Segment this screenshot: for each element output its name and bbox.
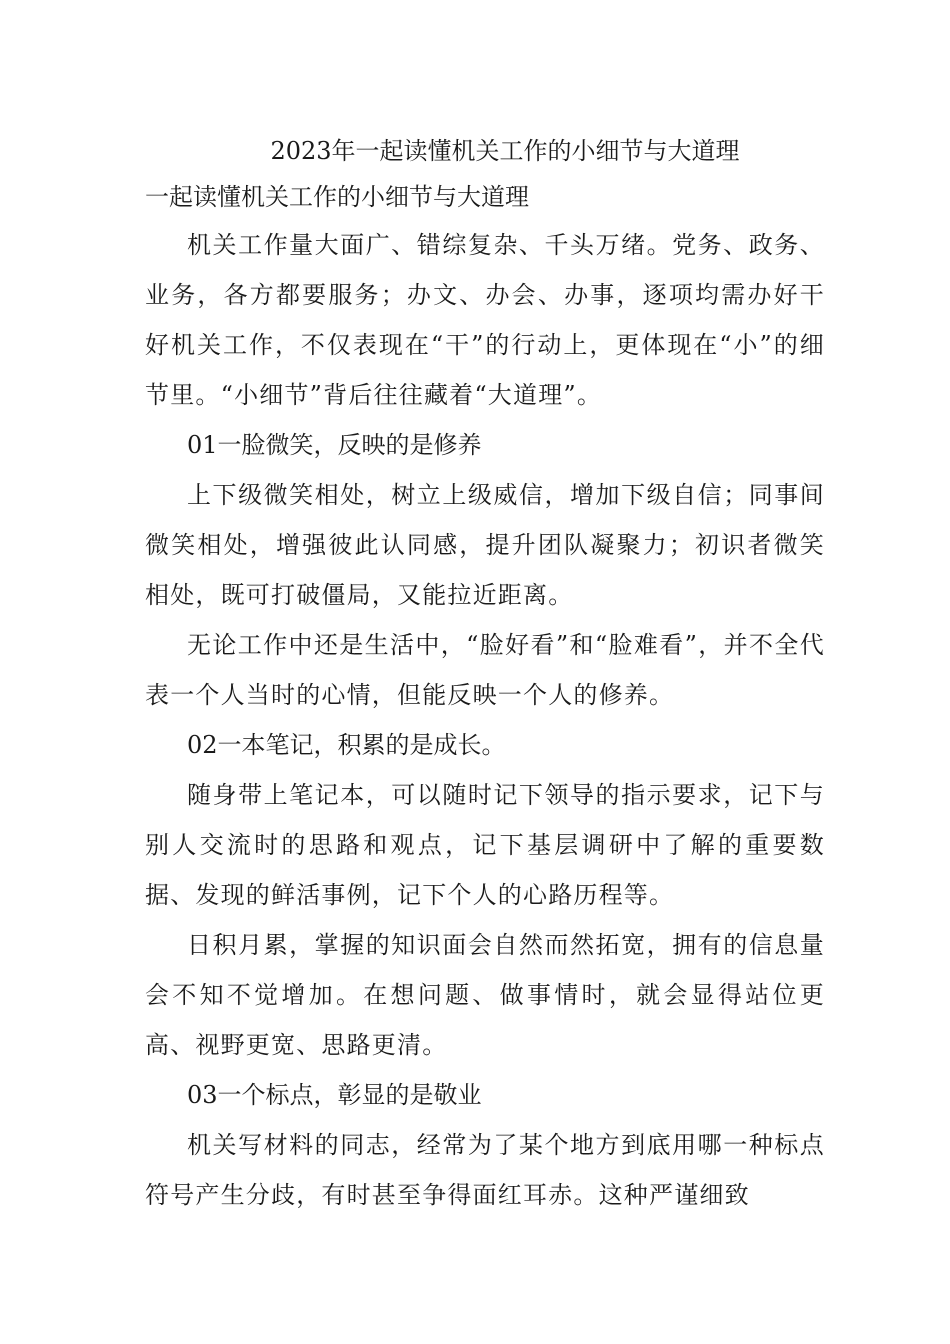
paragraph-notes-2: 日积月累，掌握的知识面会自然而然拓宽，拥有的信息量会不知不觉增加。在想问题、做事情时，就会显得站位更高、视野更宽、思路更清。 <box>145 931 825 1059</box>
paragraph-punctuation-1: 机关写材料的同志，经常为了某个地方到底用哪一种标点符号产生分歧，有时甚至争得面红耳赤。这种严谨细致 <box>145 1131 825 1209</box>
document-title: 2023年一起读懂机关工作的小细节与大道理 <box>270 137 740 165</box>
paragraph-notes-1: 随身带上笔记本，可以随时记下领导的指示要求，记下与别人交流时的思路和观点，记下基层调研中了解的重要数据、发现的鲜活事例，记下个人的心路历程等。 <box>145 781 825 909</box>
document-body <box>145 128 825 1220</box>
paragraph-intro: 机关工作量大面广、错综复杂、千头万绪。党务、政务、业务，各方都要服务；办文、办会、办事，逐项均需办好干好机关工作，不仅表现在“干”的行动上，更体现在“小”的细节里。“小细节”背后往往藏着“大道理”。 <box>145 231 825 409</box>
section-heading-02: 02一本笔记，积累的是成长。 <box>187 731 506 759</box>
section-heading-03: 03一个标点，彰显的是敬业 <box>187 1081 482 1109</box>
document-subtitle: 一起读懂机关工作的小细节与大道理 <box>145 183 529 211</box>
paragraph-smile-1: 上下级微笑相处，树立上级威信，增加下级自信；同事间微笑相处，增强彼此认同感，提升团队凝聚力；初识者微笑相处，既可打破僵局，又能拉近距离。 <box>145 481 825 609</box>
section-heading-01: 01一脸微笑，反映的是修养 <box>187 431 482 459</box>
paragraph-smile-2: 无论工作中还是生活中，“脸好看”和“脸难看”，并不全代表一个人当时的心情，但能反映一个人的修养。 <box>145 631 825 709</box>
